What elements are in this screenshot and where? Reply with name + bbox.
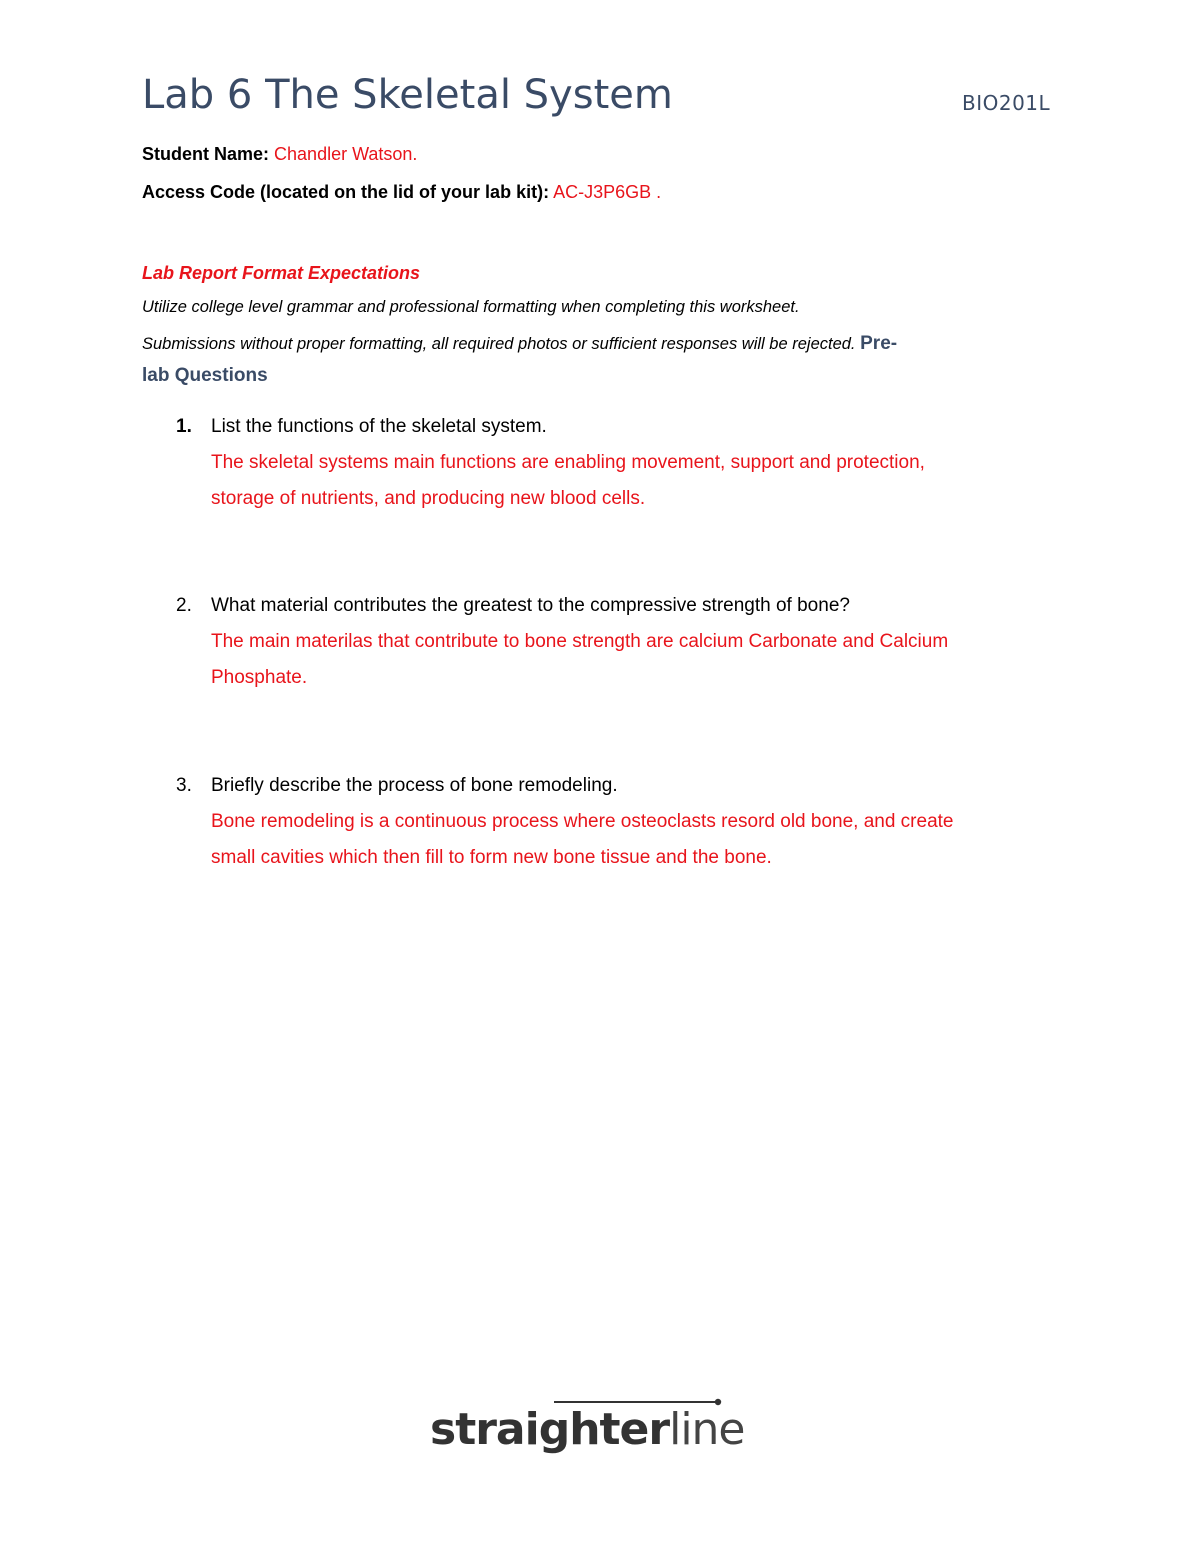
course-code: BIO201L (962, 91, 1051, 115)
answer-3-line-2: small cavities which then fill to form new bone tissue and the bone. (211, 847, 772, 868)
straighterline-logo-mark (430, 1392, 760, 1462)
format-line-2-row (142, 333, 897, 355)
question-3-text: Briefly describe the process of bone remodeling. (211, 775, 618, 796)
logo-text-light: line (669, 1404, 745, 1455)
format-line-2: Submissions without proper formatting, all required photos or sufficient responses will be rejected. (142, 335, 856, 353)
access-code-label: Access Code (located on the lid of your lab kit): (142, 182, 550, 202)
student-name-label: Student Name: (142, 144, 270, 164)
answer-2-line-1: The main materilas that contribute to bone strength are calcium Carbonate and Calcium (211, 631, 949, 652)
logo-text-bold: straighter (430, 1404, 670, 1455)
student-name-row (142, 144, 417, 165)
format-expectations-heading: Lab Report Format Expectations (142, 263, 421, 283)
question-2-number: 2. (176, 595, 192, 616)
format-line-1: Utilize college level grammar and professional formatting when completing this worksheet. (142, 298, 800, 316)
prelab-heading-part1: Pre- (860, 333, 898, 354)
prelab-heading-part2: lab Questions (142, 365, 268, 386)
question-2-text: What material contributes the greatest to the compressive strength of bone? (211, 595, 850, 616)
straighterline-logo (430, 1392, 760, 1462)
student-name-value: Chandler Watson. (274, 144, 418, 164)
svg-text:straighterline (430, 1404, 745, 1455)
answer-1-line-1: The skeletal systems main functions are enabling movement, support and protection, (211, 452, 925, 473)
page-title: Lab 6 The Skeletal System (142, 72, 673, 118)
answer-2-line-2: Phosphate. (211, 667, 308, 688)
question-1-text: List the functions of the skeletal system. (211, 416, 547, 437)
answer-1-line-2: storage of nutrients, and producing new blood cells. (211, 488, 646, 509)
answer-3-line-1: Bone remodeling is a continuous process where osteoclasts resord old bone, and create (211, 811, 954, 832)
access-code-row (142, 182, 661, 203)
question-3-number: 3. (176, 775, 192, 796)
access-code-value: AC-J3P6GB . (553, 182, 662, 202)
question-1-number: 1. (176, 416, 192, 437)
